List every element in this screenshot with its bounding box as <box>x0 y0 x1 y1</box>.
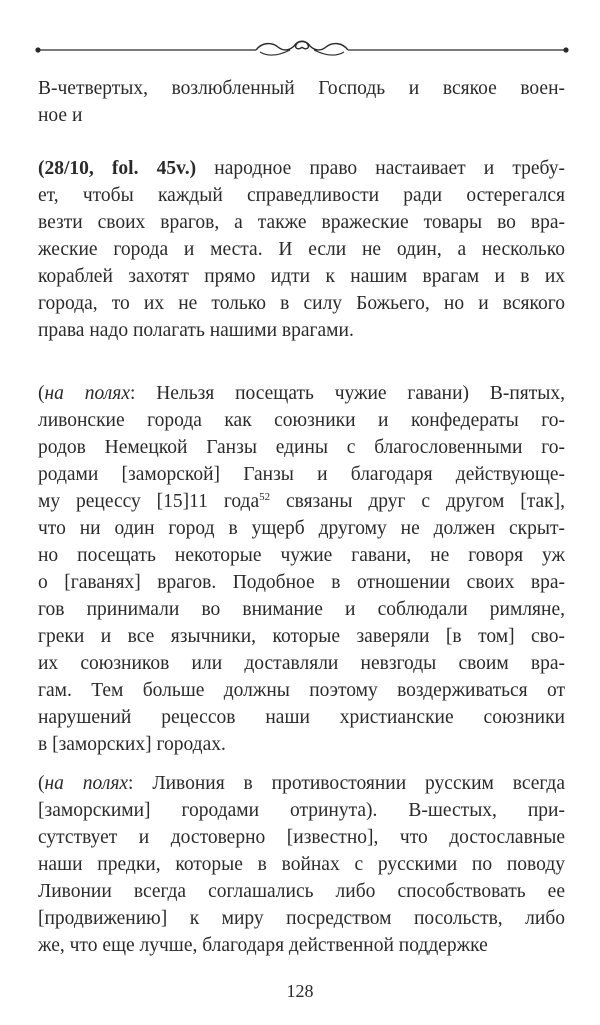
text-span: народное право настаивает и требу- <box>196 158 565 179</box>
page-number: 128 <box>286 981 314 1001</box>
text-span: ( <box>38 773 45 794</box>
text-span: о [гаванях] врагов. Подобное в отношении своих вра- <box>38 572 565 593</box>
text-line <box>38 623 565 650</box>
text-span: В-четвертых, возлюбленный Господь и всякое воен- <box>38 78 565 99</box>
text-line <box>38 731 565 758</box>
text-line <box>38 797 565 824</box>
text-span: ет, чтобы каждый справедливости ради остерегался <box>38 185 565 206</box>
text-line <box>38 380 565 407</box>
text-line <box>38 290 565 317</box>
text-span: права надо полагать нашими врагами. <box>38 320 354 341</box>
text-line <box>38 515 565 542</box>
paragraph-fourthly <box>38 75 565 129</box>
text-line <box>38 182 565 209</box>
text-span: везти своих врагов, а также вражеские товары во вра- <box>38 212 565 233</box>
text-line <box>38 851 565 878</box>
text-span: кораблей захотят прямо идти к нашим врагам и в их <box>38 266 565 287</box>
text-line <box>38 263 565 290</box>
text-span: но посещать некоторые чужие гавани, не говоря уж <box>38 545 565 566</box>
text-line <box>38 932 565 959</box>
text-span: [заморскими] городами отринута). В-шестых, при- <box>38 800 565 821</box>
text-span: ( <box>38 383 45 404</box>
text-span: родов Немецкой Ганзы едины с благословенными го- <box>38 437 565 458</box>
text-line <box>38 488 565 515</box>
text-span: сутствует и достоверно [известно], что достославные <box>38 827 565 848</box>
text-line <box>38 677 565 704</box>
text-span: нарушений рецессов наши христианские союзники <box>38 707 565 728</box>
paragraph-sixthly <box>38 770 565 959</box>
text-line <box>38 461 565 488</box>
text-span: [продвижению] к миру посредством посольств, либо <box>38 908 565 929</box>
text-span: что ни один город в ущерб другому не должен скрыт- <box>38 518 565 539</box>
text-line <box>38 102 565 129</box>
paragraph-folio-28-10 <box>38 155 565 344</box>
text-span: : Ливония в противостоянии русским всегда <box>128 773 565 794</box>
text-line <box>38 824 565 851</box>
text-span: греки и все язычники, которые заверяли [в том] сво- <box>38 626 565 647</box>
margin-note-label: на полях <box>44 773 129 794</box>
text-span: же, что еще лучше, благодаря действенной поддержке <box>38 935 488 956</box>
text-span: Ливонии всегда соглашались либо способствовать ее <box>38 881 565 902</box>
text-span: ное и <box>38 105 83 126</box>
text-line <box>38 317 565 344</box>
text-span: связаны друг с другом [так], <box>270 491 565 512</box>
text-line <box>38 542 565 569</box>
text-span: в [заморских] городах. <box>38 734 226 755</box>
text-span: : Нельзя посещать чужие гавани) В-пятых, <box>129 383 565 404</box>
text-line <box>38 770 565 797</box>
text-span: ливонские города как союзники и конфедераты го- <box>38 410 565 431</box>
text-line <box>38 236 565 263</box>
text-line <box>38 434 565 461</box>
text-line <box>38 596 565 623</box>
paragraph-fifthly <box>38 380 565 758</box>
folio-reference: (28/10, fol. 45v.) <box>38 158 197 179</box>
text-span: му рецессу [15]11 года <box>38 491 260 512</box>
text-line <box>38 704 565 731</box>
text-span: жеские города и места. И если не один, а несколько <box>38 239 565 260</box>
text-line <box>38 878 565 905</box>
text-line <box>38 905 565 932</box>
text-line <box>38 569 565 596</box>
text-line <box>38 75 565 102</box>
text-line <box>38 650 565 677</box>
text-span: их союзников или доставляли невзгоды своим вра- <box>38 653 565 674</box>
text-line <box>38 209 565 236</box>
text-span: гам. Тем больше должны поэтому воздерживаться от <box>38 680 565 701</box>
text-span: города, то их не только в силу Божьего, но и всякого <box>38 293 565 314</box>
text-line <box>38 155 565 182</box>
text-span: гов принимали во внимание и соблюдали римляне, <box>38 599 565 620</box>
text-span: родами [заморской] Ганзы и благодаря действующе- <box>38 464 565 485</box>
text-span: наши предки, которые в войнах с русскими по поводу <box>38 854 565 875</box>
header-ornament-divider <box>34 36 570 64</box>
footnote-ref: 52 <box>259 491 271 503</box>
text-line <box>38 407 565 434</box>
margin-note-label: на полях <box>44 383 130 404</box>
